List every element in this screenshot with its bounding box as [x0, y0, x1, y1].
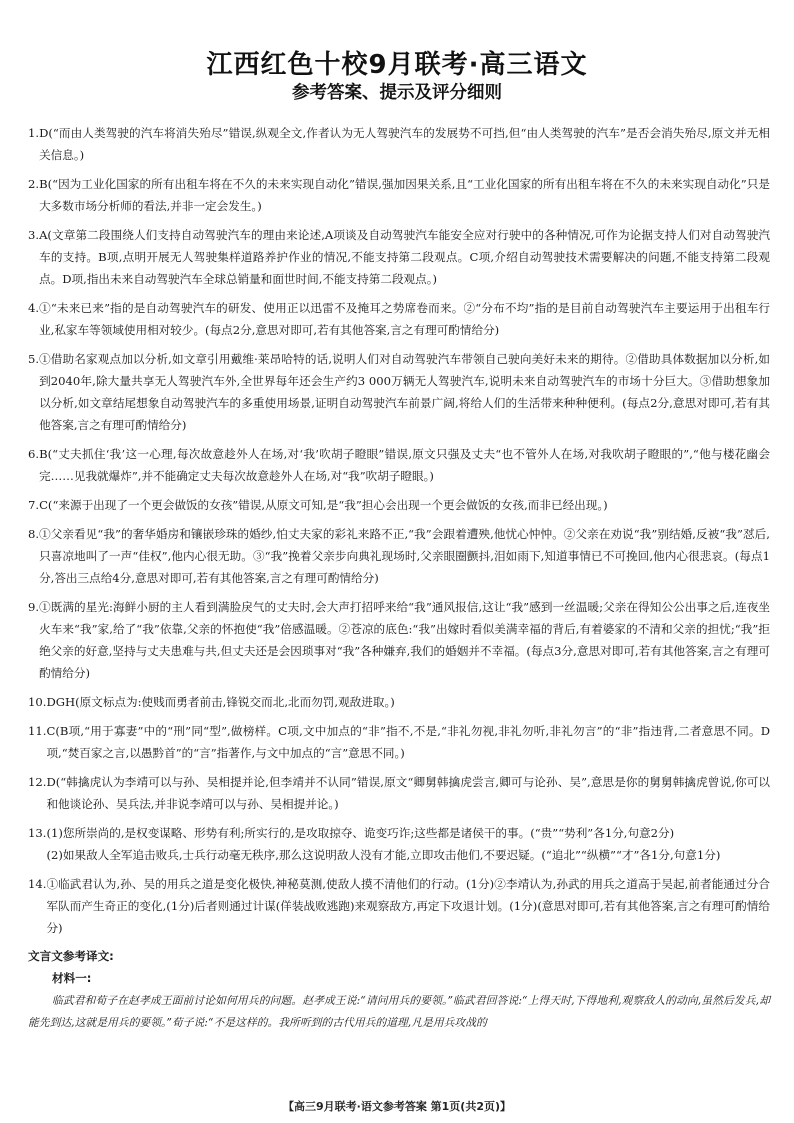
- page-title: 江西红色十校9月联考·高三语文: [206, 50, 588, 80]
- answer-text: ①既满的星光:海鲜小厨的主人看到满脸戾气的丈夫时,会大声打招呼来给“我”通风报信,这让“我”感到一丝温暖;父亲在得知公公出事之后,连夜坐火车来“我”家,给了“我”依靠,父亲的怀抱使“我”倍感温暖。②苍凉的底色:“我”出嫁时看似美满幸福的背后,有着婆家的不清和父亲的担忧;“我”拒绝父亲的好意,坚持与丈夫患难与共,但丈夫还是会因琐事对“我”各种嫌弃,我们的婚姻并不幸福。(每点3分,意思对即可,若有其他答案,言之有理可酌情给分): [39, 600, 770, 680]
- answer-item-12: [28, 771, 770, 815]
- answer-text: ①“未来已来”指的是自动驾驶汽车的研发、使用正以迅雷不及掩耳之势席卷而来。②“分布不均”指的是目前自动驾驶汽车主要运用于出租车行业,私家车等领域使用相对较少。(每点2分,意思对即可,若有其他答案,言之有理可酌情给分): [39, 301, 770, 337]
- answer-number: 8.: [28, 527, 40, 541]
- answer-number: 4.: [28, 301, 40, 315]
- answer-subpart-1: (1)您所崇尚的,是权变谋略、形势有利;所实行的,是攻取掠夺、诡变巧诈;这些都是诸侯干的事。(“贵”“势利”各1分,句意2分): [46, 826, 675, 840]
- translation-heading: 文言文参考译文:: [28, 949, 114, 963]
- answer-text: D(“韩擒虎认为李靖可以与孙、吴相提并论,但李靖并不认同”错误,原文“卿舅韩擒虎尝言,卿可与论孙、吴”,意思是你的舅舅韩擒虎曾说,你可以和他谈论孙、吴兵法,并非说李靖可以与孙、吴相提并论。): [46, 775, 770, 811]
- answer-number: 10.: [28, 695, 47, 709]
- answer-subpart-2: (2)如果敌人全军追击败兵,士兵行动毫无秩序,那么这说明敌人没有才能,立即攻击他们,不要迟疑。(“追北”“纵横”“才”各1分,句意1分): [46, 848, 721, 862]
- answer-number: 12.: [28, 775, 47, 789]
- answer-item-4: [28, 297, 770, 341]
- answer-item-13: [28, 822, 770, 866]
- answer-item-1: [28, 122, 770, 166]
- answer-text: D(“而由人类驾驶的汽车将消失殆尽”错误,纵观全文,作者认为无人驾驶汽车的发展势不可挡,但“由人类驾驶的汽车”是否会消失殆尽,原文并无相关信息。): [39, 126, 770, 162]
- answer-item-14: [28, 873, 770, 939]
- answer-item-3: [28, 224, 770, 290]
- answer-text: ①临武君认为,孙、吴的用兵之道是变化极快,神秘莫测,使敌人摸不清他们的行动。(1分)②李靖认为,孙武的用兵之道高于吴起,前者能通过分合军队而产生奇正的变化,(1分)后者则通过计谋(佯装战败逃跑)来观察敌方,再定下攻退计划。(1分)(意思对即可,若有其他答案,言之有理可酌情给分): [46, 877, 770, 935]
- page-subtitle: 参考答案、提示及评分细则: [292, 83, 502, 103]
- answer-text: ①父亲看见“我”的奢华婚房和镶嵌珍珠的婚纱,怕丈夫家的彩礼来路不正,“我”会跟着遭殃,他忧心忡忡。②父亲在劝说“我”别结婚,反被“我”怼后,只喜凉地叫了一声“佳权”,他内心很无助。③“我”挽着父亲步向典礼现场时,父亲眼圈颤抖,泪如雨下,知道事情已不可挽回,他内心很悲哀。(每点1分,答出三点给4分,意思对即可,若有其他答案,言之有理可酌情给分): [39, 527, 770, 585]
- answer-item-8: [28, 523, 770, 589]
- answer-number: 1.: [28, 126, 40, 140]
- answer-text: [46, 822, 770, 866]
- answer-item-6: [28, 443, 770, 487]
- answer-number: 11.: [28, 724, 47, 738]
- answer-text: B(“因为工业化国家的所有出租车将在不久的未来实现自动化”错误,强加因果关系,且“工业化国家的所有出租车将在不久的未来实现自动化”只是大多数市场分析师的看法,并非一定会发生。): [39, 177, 770, 213]
- answer-text: C(“来源于出现了一个更会做饭的女孩”错误,从原文可知,是“我”担心会出现一个更会做饭的女孩,而非已经出现。): [39, 498, 608, 512]
- answer-text: B(“丈夫抓住‘我’这一心理,每次故意趁外人在场,对‘我’吹胡子瞪眼”错误,原文只强及丈夫“也不管外人在场,对我吹胡子瞪眼的”,“他与楼花幽会完……见我就爆炸”,并不能确定丈夫每次故意趁外人在场,对“我”吹胡子瞪眼。): [39, 447, 770, 483]
- answer-number: 2.: [28, 177, 40, 191]
- answer-number: 3.: [28, 228, 40, 242]
- answer-item-10: [28, 691, 770, 713]
- answer-item-9: [28, 596, 770, 684]
- answer-number: 9.: [28, 600, 40, 614]
- page-footer: 【高三9月联考·语文参考答案 第1页(共2页)】: [282, 1100, 512, 1113]
- answer-number: 13.: [28, 826, 47, 840]
- answer-item-2: [28, 173, 770, 217]
- answer-text: DGH(原文标点为:使贱而勇者前击,锋锐交而北,北而勿罚,观敌进取。): [46, 695, 395, 709]
- answer-number: 5.: [28, 352, 40, 366]
- answer-item-11: [28, 720, 770, 764]
- translation-paragraph: 临武君和荀子在赵孝成王面前讨论如何用兵的问题。赵孝成王说:“请问用兵的要领。”临武君回答说:“上得天时,下得地利,观察敌人的动向,虽然后发兵,却能先到达,这就是用兵的要领。”荀子说:“不是这样的。我所听到的古代用兵的道理,凡是用兵攻战的: [28, 994, 770, 1029]
- answer-item-5: [28, 348, 770, 436]
- answer-number: 6.: [28, 447, 40, 461]
- material-label: 材料一:: [52, 971, 92, 985]
- answer-text: ①借助名家观点加以分析,如文章引用戴维·莱昂哈特的话,说明人们对自动驾驶汽车带领自己驶向美好未来的期待。②借助具体数据加以分析,如到2040年,除大量共享无人驾驶汽车外,全世界每年还会生产约3 000万辆无人驾驶汽车,说明未来自动驾驶汽车的市场十分巨大。③借助想象加以分析,如文章结尾想象自动驾驶汽车的多重使用场景,证明自动驾驶汽车前景广阔,将给人们的生活带来种种便利。(每点2分,意思对即可,若有其他答案,言之有理可酌情给分): [39, 352, 770, 432]
- answer-body: [28, 122, 770, 1034]
- answer-number: 14.: [28, 877, 47, 891]
- answer-text: A(文章第二段围绕人们支持自动驾驶汽车的理由来论述,A项谈及自动驾驶汽车能安全应对行驶中的各种情况,可作为论据支持人们对自动驾驶汽车的支持。B项,点明开展无人驾驶集样道路养护作业的情况,不能支持第二段观点。C项,介绍自动驾驶技术需要解决的问题,不能支持第二段观点。D项,指出未来自动驾驶汽车全球总销量和面世时间,不能支持第二段观点。): [39, 228, 770, 286]
- answer-number: 7.: [28, 498, 40, 512]
- answer-text: C(B项,“用于寡妻”中的“刑”同“型”,做榜样。C项,文中加点的“非”指不,不是,“非礼勿视,非礼勿听,非礼勿言”的“非”指违背,二者意思不同。D项,“焚百家之言,以愚黔首”的“言”指著作,与文中加点的“言”意思不同。): [46, 724, 770, 760]
- answer-item-7: [28, 494, 770, 516]
